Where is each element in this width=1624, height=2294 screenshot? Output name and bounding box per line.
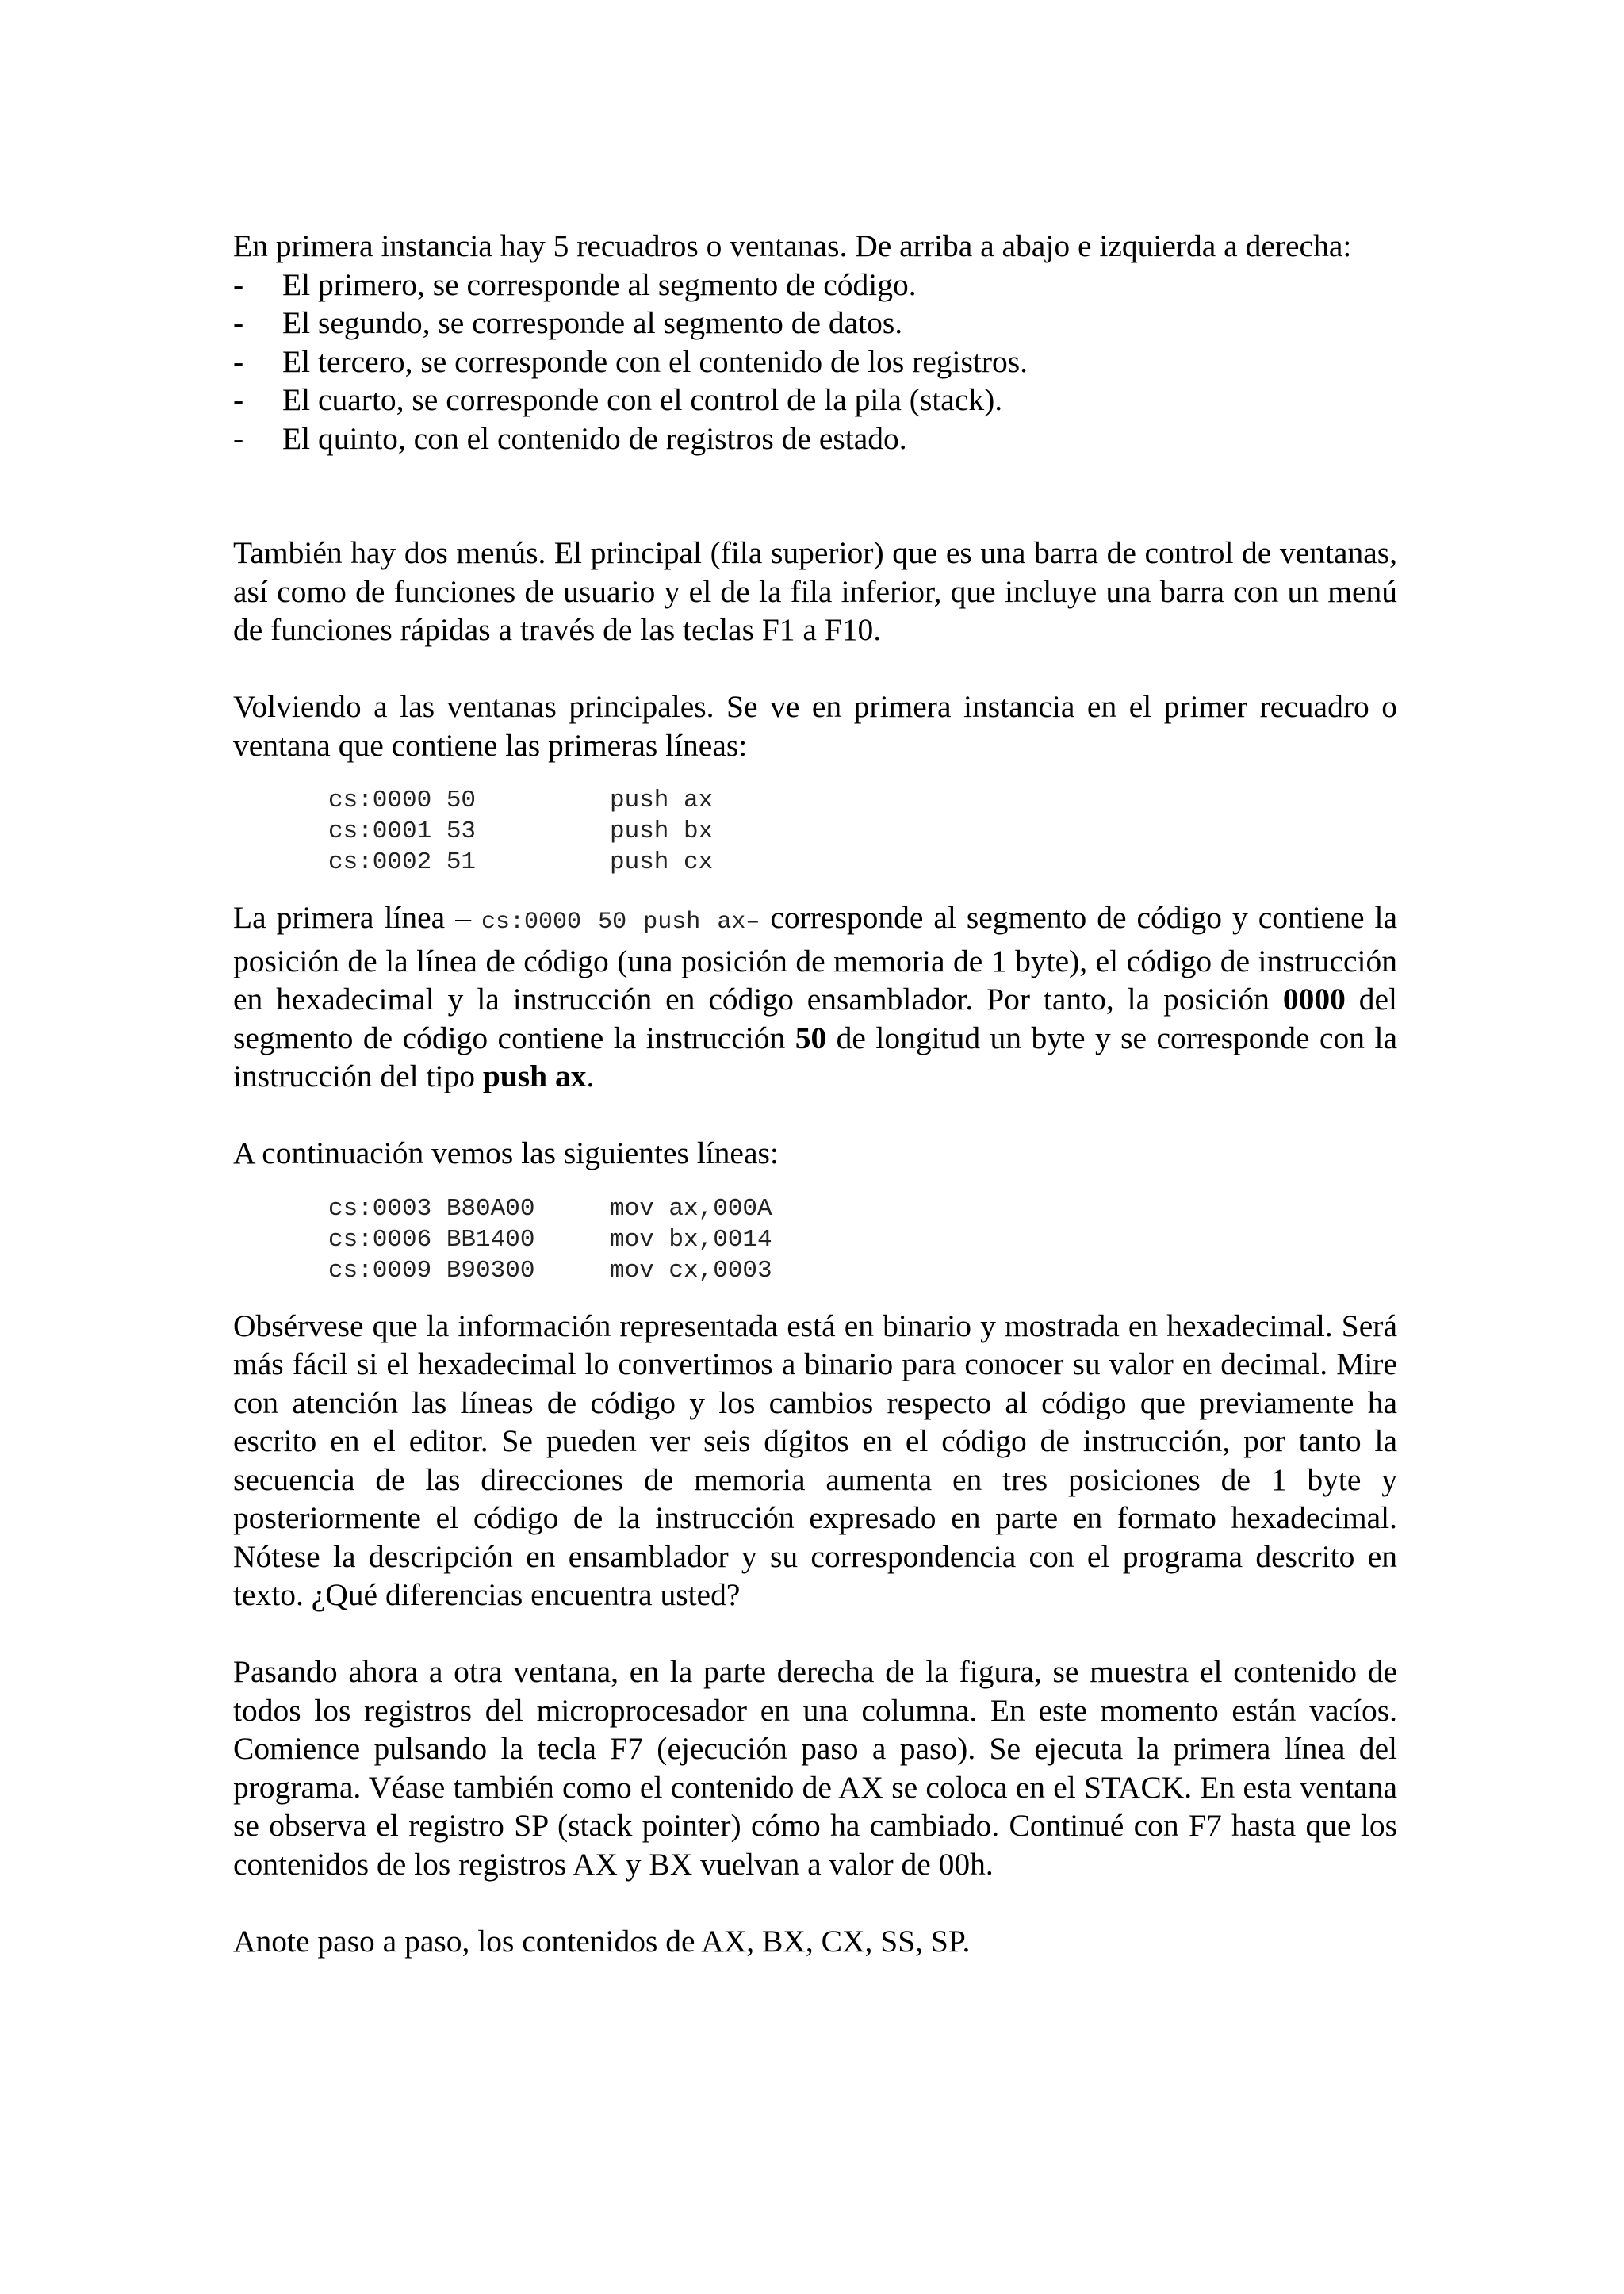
intro-line: En primera instancia hay 5 recuadros o ventanas. De arriba a abajo e izquierda a derecha: [233, 228, 1352, 263]
code-line: cs:0002 51 push cx [328, 848, 714, 876]
inline-code: cs:0000 50 push ax– [481, 909, 760, 936]
paragraph-primera-linea: La primera línea – cs:0000 50 push ax– corresponde al segmento de código y contiene la posición de la línea de código (una posición de memoria de 1 byte), el código de instrucción en hexadecimal y la instrucción en código ensamblador. Por tanto, la posición 0000 del segmento de código contiene la instrucción 50 de longitud un byte y se corresponde con la instrucción del tipo push ax. [233, 900, 1397, 1093]
list-item: - El cuarto, se corresponde con el control de la pila (stack). [233, 382, 1003, 417]
code-line: cs:0001 53 push bx [328, 818, 714, 845]
code-line: cs:0006 BB1400 mov bx,0014 [328, 1225, 772, 1254]
paragraph-pasando: Pasando ahora a otra ventana, en la parte derecha de la figura, se muestra el contenido de todos los registros del microprocesador en una columna. En este momento están vacíos. Comience pulsando la tecla F7 (ejecución paso a paso). Se ejecuta la primera línea del programa. Véase también como el contenido de AX se coloca en el STACK. En esta ventana se observa el registro SP (stack pointer) cómo ha cambiado. Continué con F7 hasta que los contenidos de los registros AX y BX vuelvan a valor de 00h. [233, 1654, 1397, 1882]
paragraph-continuacion: A continuación vemos las siguientes líneas: [233, 1136, 779, 1170]
paragraph-anote: Anote paso a paso, los contenidos de AX, BX, CX, SS, SP. [233, 1923, 971, 1959]
document-page [233, 227, 1397, 1960]
code-block-1 [328, 785, 1397, 878]
list-item: - El tercero, se corresponde con el contenido de los registros. [233, 343, 1028, 379]
paragraph-volviendo: Volviendo a las ventanas principales. Se ve en primera instancia en el primer recuadro o ventana que contiene las primeras líneas: [233, 689, 1397, 763]
code-line: cs:0003 B80A00 mov ax,000A [328, 1194, 772, 1223]
list-item: - El primero, se corresponde al segmento de código. [233, 266, 917, 302]
list-item: - El quinto, con el contenido de registros de estado. [233, 420, 907, 456]
code-line: cs:0000 50 push ax [328, 787, 714, 814]
paragraph-menus: También hay dos menús. El principal (fila superior) que es una barra de control de ventanas, así como de funciones de usuario y el de la fila inferior, que incluye una barra con un menú de funciones rápidas a través de las teclas F1 a F10. [233, 535, 1397, 647]
list-item: - El segundo, se corresponde al segmento de datos. [233, 305, 903, 340]
paragraph-observese: Obsérvese que la información representada está en binario y mostrada en hexadecimal. Será más fácil si el hexadecimal lo convertimos a binario para conocer su valor en decimal. Mire con atención las líneas de código y los cambios respecto al código que previamente ha escrito en el editor. Se pueden ver seis dígitos en el código de instrucción, por tanto la secuencia de las direcciones de memoria aumenta en tres posiciones de 1 byte y posteriormente el código de la instrucción expresado en parte en formato hexadecimal. Nótese la descripción en ensamblador y su correspondencia con el programa descrito en texto. ¿Qué diferencias encuentra usted? [233, 1308, 1397, 1612]
code-block-2 [328, 1193, 1397, 1286]
code-line: cs:0009 B90300 mov cx,0003 [328, 1256, 772, 1285]
window-list [233, 266, 1397, 458]
